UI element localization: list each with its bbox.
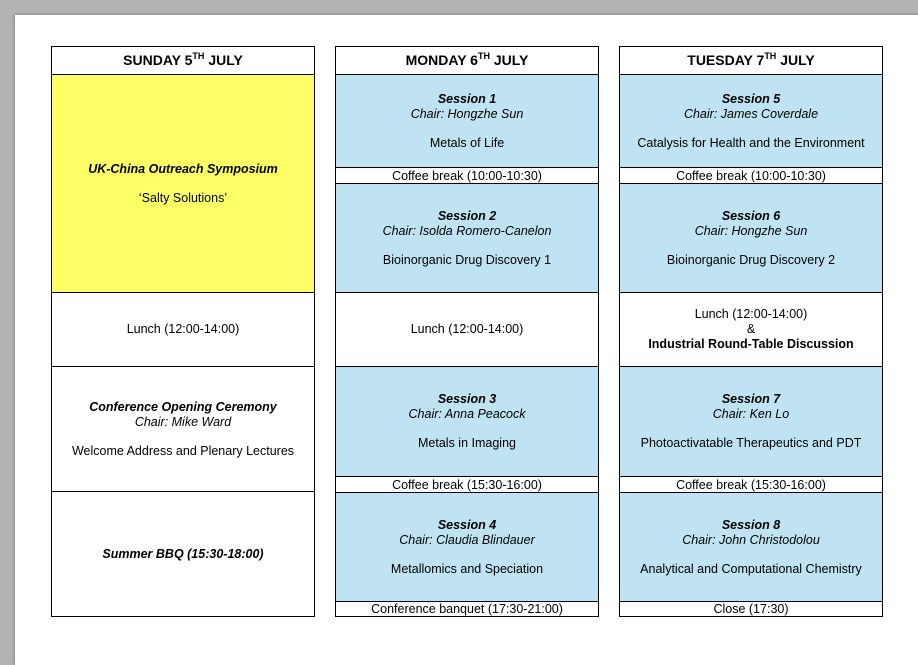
session-cell: Session 8 Chair: John Christodolou Analytical and Computational Chemistry (619, 492, 883, 602)
day-header: SUNDAY 5TH JULY (51, 46, 315, 75)
symposium-subtitle: ‘Salty Solutions’ (138, 190, 228, 205)
lunch-cell: Lunch (12:00-14:00) (335, 292, 599, 367)
banquet-cell: Conference banquet (17:30-21:00) (335, 601, 599, 617)
session-cell: Session 7 Chair: Ken Lo Photoactivatable Therapeutics and PDT (619, 366, 883, 477)
symposium-cell (51, 74, 315, 293)
session-cell: Session 6 Chair: Hongzhe Sun Bioinorganic Drug Discovery 2 (619, 183, 883, 293)
symposium-title: UK-China Outreach Symposium (88, 161, 278, 176)
bbq-cell: Summer BBQ (15:30-18:00) (51, 491, 315, 617)
document-page (15, 15, 918, 665)
day-header: TUESDAY 7TH JULY (619, 46, 883, 75)
close-cell: Close (17:30) (619, 601, 883, 617)
session-cell: Session 1 Chair: Hongzhe Sun Metals of Life (335, 74, 599, 168)
session-cell: Session 4 Chair: Claudia Blindauer Metallomics and Speciation (335, 492, 599, 602)
coffee-break-cell: Coffee break (15:30-16:00) (619, 476, 883, 493)
coffee-break-cell: Coffee break (10:00-10:30) (619, 167, 883, 184)
opening-ceremony-cell: Conference Opening Ceremony Chair: Mike Ward Welcome Address and Plenary Lectures (51, 366, 315, 492)
lunch-cell: Lunch (12:00-14:00) (51, 292, 315, 367)
session-cell: Session 5 Chair: James Coverdale Catalysis for Health and the Environment (619, 74, 883, 168)
day-header: MONDAY 6TH JULY (335, 46, 599, 75)
session-cell: Session 2 Chair: Isolda Romero-Canelon Bioinorganic Drug Discovery 1 (335, 183, 599, 293)
coffee-break-cell: Coffee break (15:30-16:00) (335, 476, 599, 493)
coffee-break-cell: Coffee break (10:00-10:30) (335, 167, 599, 184)
session-cell: Session 3 Chair: Anna Peacock Metals in Imaging (335, 366, 599, 477)
lunch-cell: Lunch (12:00-14:00) & Industrial Round-Table Discussion (619, 292, 883, 367)
